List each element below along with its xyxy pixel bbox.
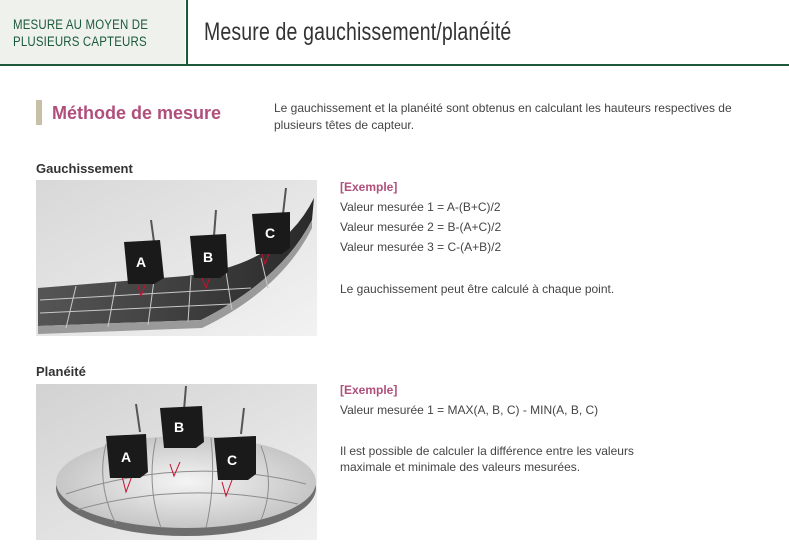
flatness-note-line-2: maximale et minimale des valeurs mesurées. — [340, 460, 581, 474]
sensor-head-b — [190, 234, 228, 278]
sensor-label-b: B — [173, 419, 185, 435]
flatness-formula: Valeur mesurée 1 = MAX(A, B, C) - MIN(A, B, C) — [340, 403, 599, 417]
header-underline — [0, 64, 789, 66]
sensor-head-a — [124, 240, 164, 284]
method-description: Le gauchissement et la planéité sont obtenus en calculant les hauteurs respectives de plusieurs têtes de capteur. — [274, 101, 732, 132]
header — [0, 0, 789, 66]
sensor-label-c: C — [264, 225, 276, 241]
sensor-head-b — [160, 406, 204, 448]
warp-formula-3: Valeur mesurée 3 = C-(A+B)/2 — [340, 240, 502, 254]
sensor-head-a — [106, 434, 148, 478]
warp-formula-1: Valeur mesurée 1 = A-(B+C)/2 — [340, 200, 501, 214]
header-category-box — [0, 0, 185, 64]
flatness-note-line-1: Il est possible de calculer la différence entre les valeurs — [340, 444, 634, 458]
warp-note: Le gauchissement peut être calculé à chaque point. — [340, 282, 615, 296]
sensor-label-a: A — [135, 254, 147, 270]
sensor-head-c — [214, 436, 256, 480]
section-accent-bar — [36, 100, 42, 125]
warp-title: Gauchissement — [36, 161, 133, 176]
page-title: Mesure de gauchissement/planéité — [204, 18, 512, 46]
method-title: Méthode de mesure — [52, 103, 222, 123]
flatness-illustration — [36, 384, 317, 540]
warp-illustration — [36, 180, 317, 336]
sensor-head-c — [252, 212, 290, 254]
sensor-label-a: A — [120, 449, 132, 465]
warp-formula-2: Valeur mesurée 2 = B-(A+C)/2 — [340, 220, 502, 234]
header-category-line1: MESURE AU MOYEN DE — [13, 17, 149, 32]
flatness-title: Planéité — [36, 364, 86, 379]
warp-example-label: [Exemple] — [340, 180, 398, 194]
sensor-label-b: B — [202, 249, 214, 265]
header-category-line2: PLUSIEURS CAPTEURS — [13, 34, 147, 49]
flatness-example-label: [Exemple] — [340, 383, 398, 397]
sensor-label-c: C — [226, 452, 238, 468]
header-divider — [186, 0, 188, 66]
header-category — [13, 16, 183, 50]
